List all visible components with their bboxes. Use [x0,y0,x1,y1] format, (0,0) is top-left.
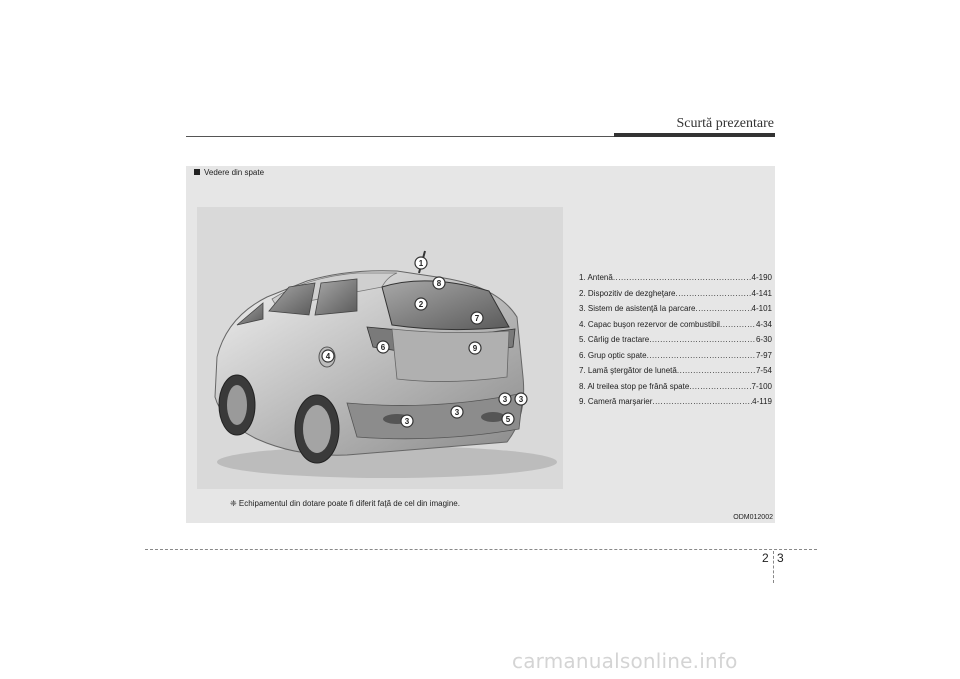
square-bullet-icon [194,169,200,175]
chapter-number: 2 [762,551,769,565]
svg-text:6: 6 [380,343,386,352]
svg-text:7: 7 [474,314,480,323]
callout-7 [471,312,483,324]
legend-item: 9. Cameră marşarier ..... 4-119 [579,394,772,410]
component-legend [579,270,772,410]
tailgate [392,329,509,382]
front-rim [227,385,247,425]
svg-text:1: 1 [418,259,424,268]
car-rear-drawing [197,207,563,489]
panel-title-text: Vedere din spate [204,168,265,177]
legend-item: 2. Dispozitiv de dezgheţare ..... 4-141 [579,286,772,302]
right-exhaust [481,412,505,422]
svg-text:4: 4 [325,352,331,361]
legend-item: 7. Lamă ştergător de lunetă ..... 7-54 [579,363,772,379]
legend-item: 5. Cârlig de tractare ..... 6-30 [579,332,772,348]
callout-3a [499,393,511,405]
section-title: Scurtă prezentare [676,116,774,131]
svg-text:8: 8 [436,279,442,288]
callout-3b [515,393,527,405]
callout-1 [415,257,427,269]
header-rule-thin [186,136,616,137]
image-code: ODM012002 [733,514,773,521]
legend-item: 6. Grup optic spate ..... 7-97 [579,348,772,364]
svg-text:3: 3 [404,417,410,426]
footnote: ❈ Echipamentul din dotare poate fi diferit faţă de cel din imagine. [230,499,460,508]
callout-9 [469,342,481,354]
callout-3c [451,406,463,418]
svg-text:2: 2 [418,300,424,309]
svg-text:5: 5 [505,415,511,424]
callout-3d [401,415,413,427]
page-number-divider [773,551,774,583]
callout-5 [502,413,514,425]
svg-text:3: 3 [502,395,508,404]
svg-text:9: 9 [472,344,478,353]
vehicle-rear-illustration [197,207,563,489]
legend-item: 1. Antenă ..... 4-190 [579,270,772,286]
callout-8 [433,277,445,289]
rear-view-panel [186,166,775,523]
callout-2 [415,298,427,310]
page-number: 3 [777,551,784,565]
svg-text:3: 3 [454,408,460,417]
header-rule-thick [614,133,775,137]
legend-item: 8. Al treilea stop pe frână spate ..... 7-100 [579,379,772,395]
rear-windshield [382,281,509,330]
callout-6 [377,341,389,353]
legend-item: 3. Sistem de asistenţă la parcare ..... 4-101 [579,301,772,317]
rear-rim [303,405,331,453]
legend-item: 4. Capac buşon rezervor de combustibil ..... 4-34 [579,317,772,333]
footer-dashed-rule [145,549,817,550]
svg-text:3: 3 [518,395,524,404]
panel-title [194,168,264,177]
rear-quarter-window [315,279,357,315]
callout-4 [322,350,334,362]
watermark: carmanualsonline.info [512,649,738,673]
